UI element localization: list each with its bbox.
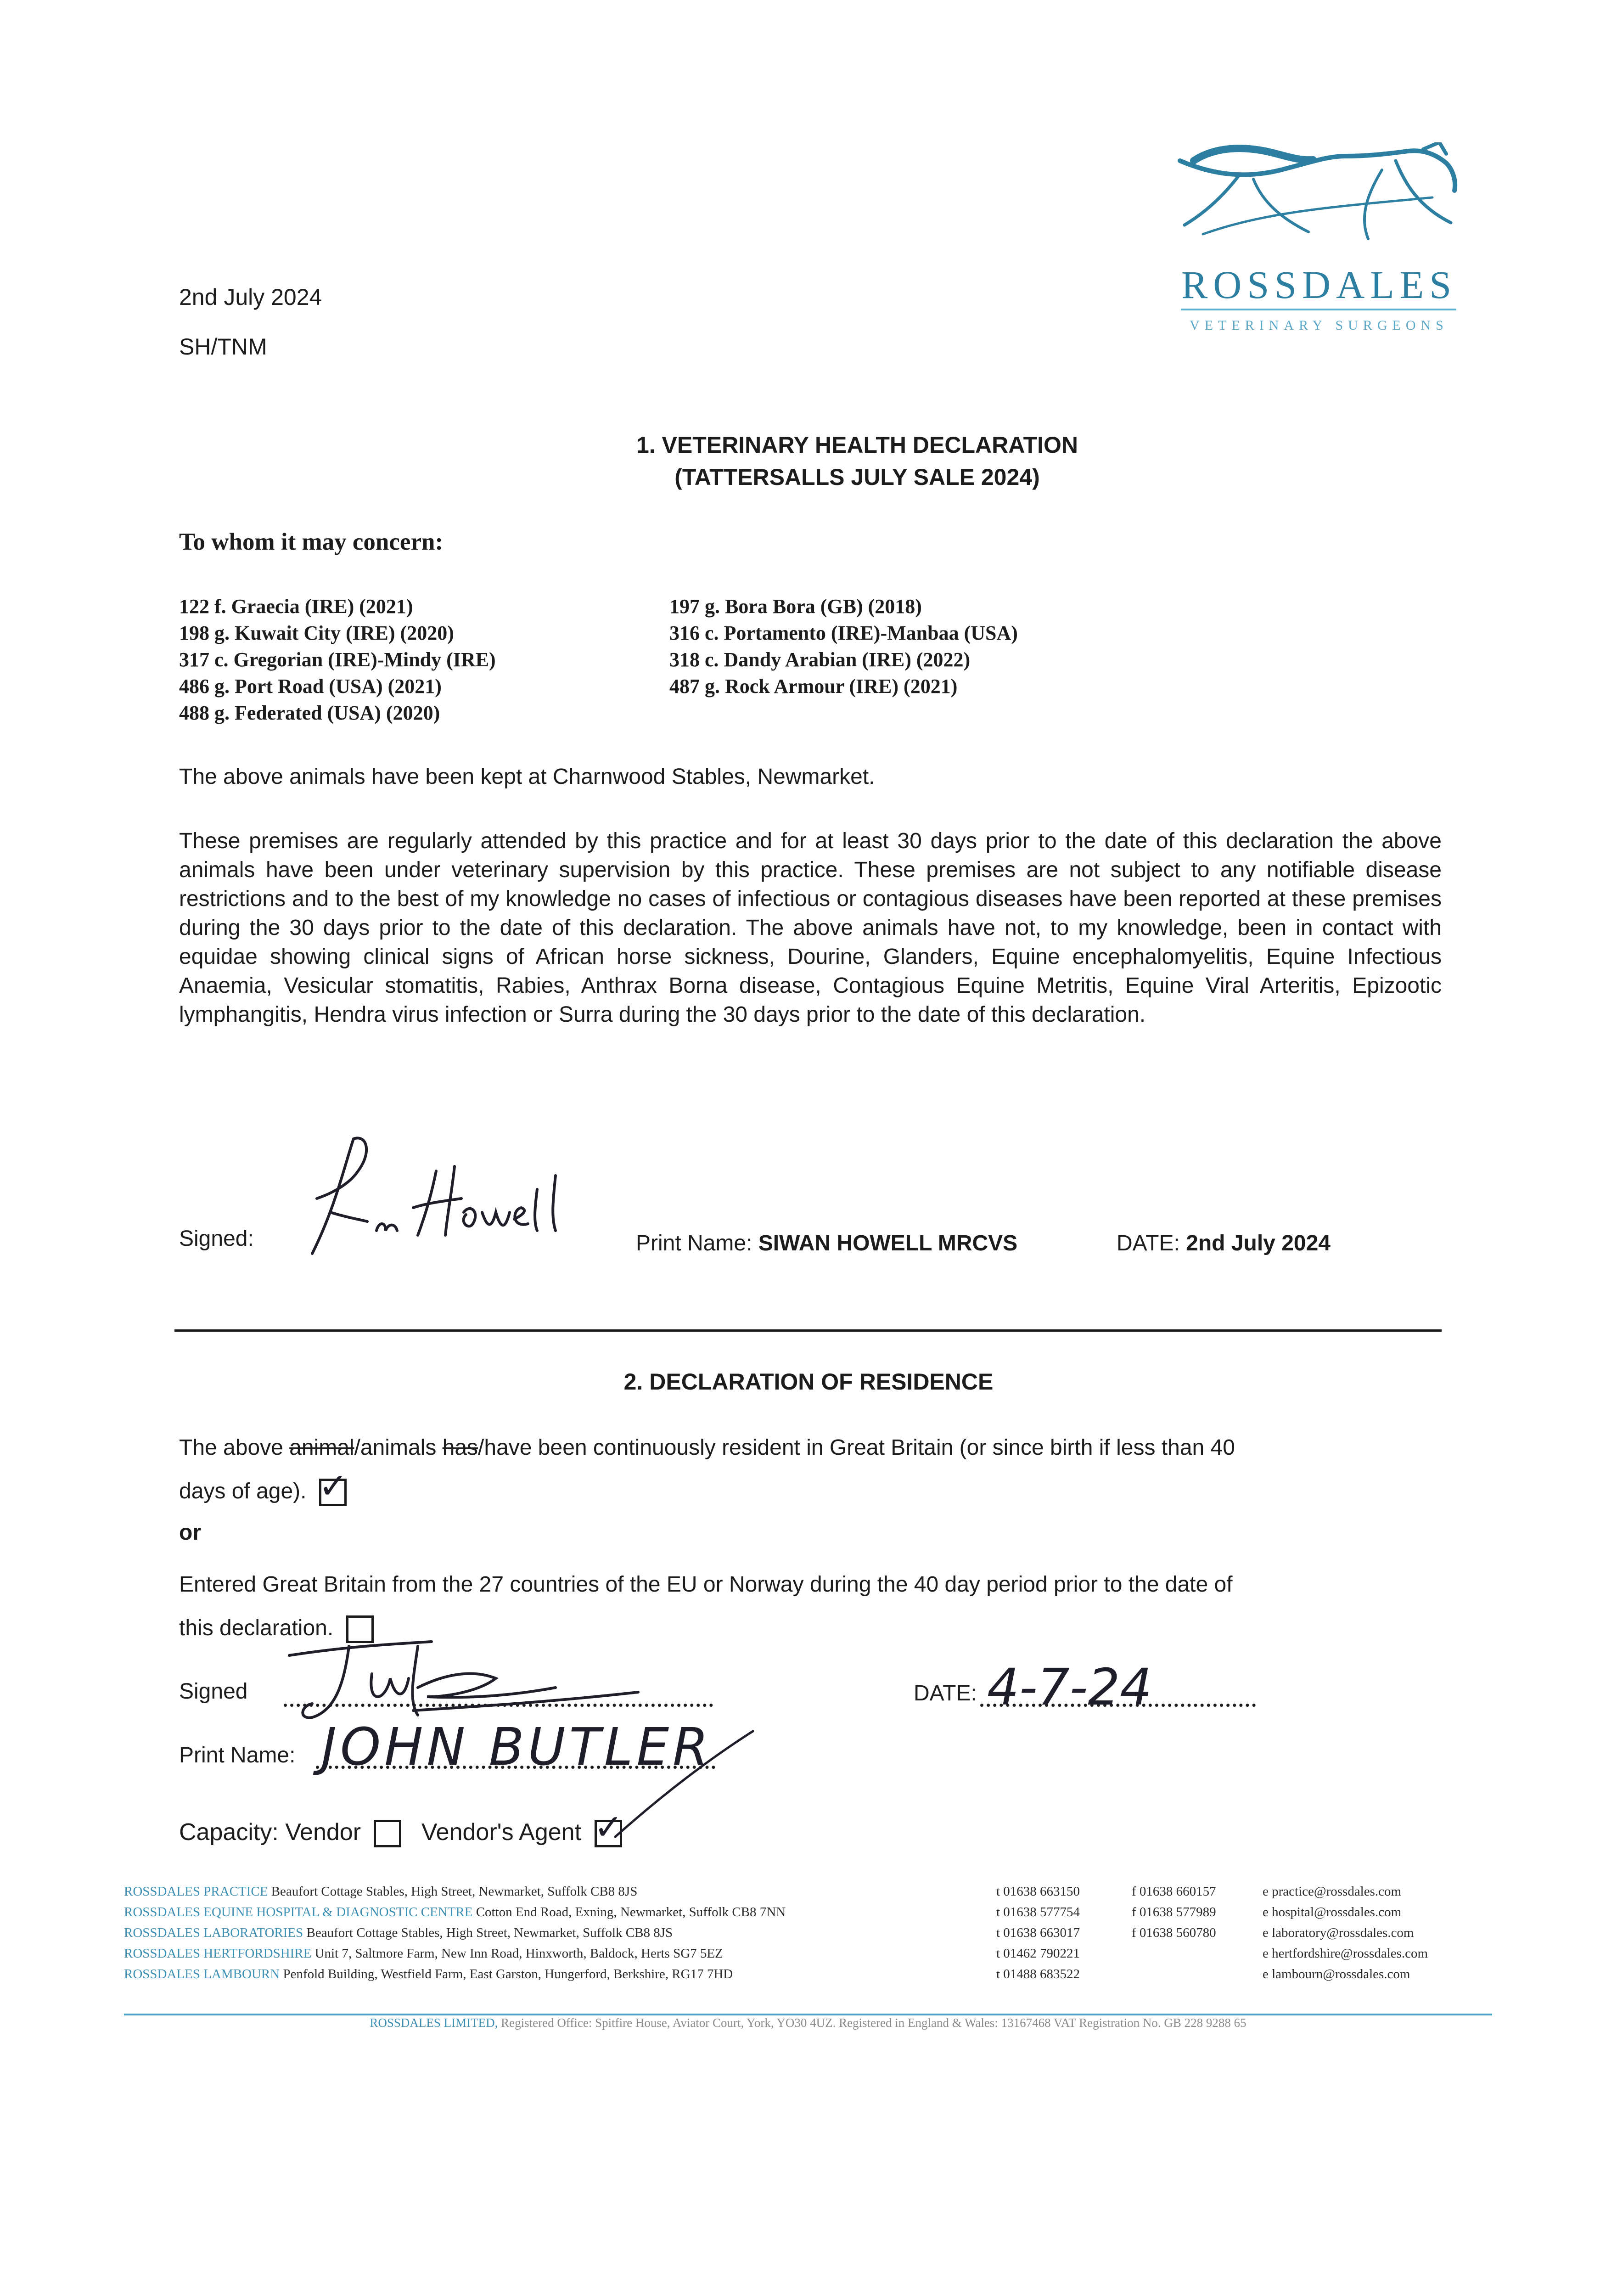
footer-email[interactable]: e lambourn@rossdales.com (1263, 1967, 1410, 1981)
supervision-statement: These premises are regularly attended by this practice and for at least 30 days prior to the date of this declaration the above animals have been under veterinary supervision by this practice. These premises are not subject to any notifiable disease restrictions and to the best of my knowledge no cases of infectious or contagious diseases have been reported at these premises during the 30 days prior to the date of this declaration. The above animals have not, to my knowledge, been in contact with equidae showing clinical signs of African horse sickness, Dourine, Glanders, Equine encephalomyelitis, Equine Infectious Anaemia, Vesicular stomatitis, Rabies, Anthrax Borna disease, Contagious Equine Metritis, Equine Viral Arteritis, Epizootic lymphangitis, Hendra virus infection or Surra during the 30 days prior to the date of this declaration. (179, 829, 1442, 1027)
footer-branch-name: ROSSDALES HERTFORDSHIRE (124, 1946, 312, 1961)
salutation: To whom it may concern: (179, 529, 444, 555)
capacity-field (179, 1808, 623, 1847)
handwritten-print-name: JOHN BUTLER (321, 1717, 712, 1777)
footer-address (124, 1884, 637, 1899)
rossdales-horse-logo (1175, 142, 1460, 253)
residence-text: The above (179, 1435, 290, 1460)
residence-text: days of age). (179, 1479, 307, 1503)
footer-email[interactable]: e practice@rossdales.com (1263, 1884, 1402, 1899)
vet-signature (298, 1120, 597, 1267)
print-name-label: Print Name: (636, 1231, 752, 1255)
footer-fax: f 01638 560780 (1132, 1925, 1216, 1940)
footer-email[interactable]: e hospital@rossdales.com (1263, 1905, 1402, 1919)
footer-address-text: Unit 7, Saltmore Farm, New Inn Road, Hinxworth, Baldock, Herts SG7 5EZ (314, 1946, 723, 1961)
date-label: DATE: (914, 1681, 977, 1705)
footer-contacts (124, 1884, 1492, 1987)
footer-email[interactable]: e laboratory@rossdales.com (1263, 1925, 1414, 1940)
vendors-agent-label: Vendor's Agent (421, 1819, 582, 1846)
company-details: Registered Office: Spitfire House, Aviator Court, York, YO30 4UZ. Registered in England & Wales: 13167468 VAT Registration No. GB 228 9288 65 (501, 2016, 1246, 2030)
print-name-value: SIWAN HOWELL MRCVS (758, 1231, 1018, 1255)
section-divider (174, 1329, 1442, 1332)
resident-checkbox[interactable] (318, 1467, 348, 1506)
logo-underline (1181, 309, 1456, 310)
footer-fax: f 01638 577989 (1132, 1905, 1216, 1919)
residence-text: /animals (354, 1435, 443, 1460)
footer-address-text: Penfold Building, Westfield Farm, East Garston, Hungerford, Berkshire, RG17 7HD (283, 1967, 733, 1981)
signed-label: Signed (179, 1679, 248, 1704)
lot-list-right (669, 593, 1018, 700)
list-item: 488 g. Federated (USA) (2020) (179, 702, 440, 724)
list-item: 317 c. Gregorian (IRE)-Mindy (IRE) (179, 648, 496, 671)
list-item: 122 f. Graecia (IRE) (2021) (179, 595, 413, 618)
section2-title: 2. DECLARATION OF RESIDENCE (623, 1369, 994, 1395)
footer-branch-name: ROSSDALES LABORATORIES (124, 1925, 303, 1940)
capacity-vendor-label: Capacity: Vendor (179, 1819, 361, 1846)
vendor-checkbox[interactable] (374, 1820, 401, 1847)
company-name: ROSSDALES LIMITED, (370, 2016, 498, 2030)
footer-row (124, 1884, 1492, 1905)
list-item: 486 g. Port Road (USA) (2021) (179, 675, 442, 698)
check-mark-icon: ✓ (318, 1467, 348, 1506)
footer-email[interactable]: e hertfordshire@rossdales.com (1263, 1946, 1428, 1961)
agent-signature (280, 1619, 647, 1733)
struck-word: has (442, 1435, 478, 1460)
footer-row (124, 1905, 1492, 1925)
signed-label: Signed: (179, 1227, 254, 1251)
check-mark-icon: ✓ (594, 1808, 623, 1847)
footer-address-text: Cotton End Road, Exning, Newmarket, Suffolk CB8 7NN (476, 1905, 786, 1919)
print-name-label: Print Name: (179, 1743, 296, 1767)
list-item: 316 c. Portamento (IRE)-Manbaa (USA) (669, 622, 1018, 644)
handwritten-date: 4-7-24 (987, 1658, 1152, 1716)
footer-row (124, 1925, 1492, 1946)
list-item: 197 g. Bora Bora (GB) (2018) (669, 595, 922, 618)
footer-branch-name: ROSSDALES LAMBOURN (124, 1967, 280, 1981)
footer-branch-name: ROSSDALES EQUINE HOSPITAL & DIAGNOSTIC CENTRE (124, 1905, 473, 1919)
logo-wordmark: ROSSDALES (1181, 263, 1457, 307)
residence-statement (179, 1426, 1391, 1469)
footer-address (124, 1967, 733, 1982)
letter-date: 2nd July 2024 (179, 284, 322, 310)
footer-address (124, 1905, 786, 1920)
list-item: 198 g. Kuwait City (IRE) (2020) (179, 622, 454, 644)
company-registration (124, 2016, 1492, 2030)
footer-row (124, 1967, 1492, 1987)
section1-subtitle: (TATTERSALLS JULY SALE 2024) (674, 464, 1040, 490)
eu-entry-statement: Entered Great Britain from the 27 countries of the EU or Norway during the 40 day period prior to the date of (179, 1572, 1233, 1597)
list-item: 318 c. Dandy Arabian (IRE) (2022) (669, 648, 971, 671)
signature-date-field (1117, 1231, 1331, 1256)
letter-reference: SH/TNM (179, 334, 267, 360)
footer-fax: f 01638 660157 (1132, 1884, 1216, 1899)
date-label: DATE: (1117, 1231, 1180, 1255)
capacity-pen-stroke (611, 1727, 758, 1841)
logo-subtitle: VETERINARY SURGEONS (1190, 318, 1449, 333)
footer-row (124, 1946, 1492, 1967)
lot-list-left (179, 593, 496, 726)
footer-phone: t 01638 663150 (996, 1884, 1080, 1899)
date-value: 2nd July 2024 (1186, 1231, 1331, 1255)
print-name-field (636, 1231, 1017, 1256)
footer-rule (124, 2014, 1492, 2015)
residence-statement-end (179, 1469, 347, 1513)
stables-statement: The above animals have been kept at Charnwood Stables, Newmarket. (179, 765, 875, 789)
residence-text: /have been continuously resident in Great Britain (or since birth if less than 40 (478, 1435, 1235, 1460)
footer-phone: t 01488 683522 (996, 1967, 1080, 1981)
section1-title: 1. VETERINARY HEALTH DECLARATION (636, 432, 1078, 458)
footer-address-text: Beaufort Cottage Stables, High Street, Newmarket, Suffolk CB8 8JS (271, 1884, 638, 1899)
footer-branch-name: ROSSDALES PRACTICE (124, 1884, 268, 1899)
struck-word: animal (289, 1435, 354, 1460)
footer-phone: t 01462 790221 (996, 1946, 1080, 1961)
or-separator: or (179, 1520, 201, 1545)
footer-phone: t 01638 577754 (996, 1905, 1080, 1919)
footer-address (124, 1925, 673, 1941)
footer-phone: t 01638 663017 (996, 1925, 1080, 1940)
list-item: 487 g. Rock Armour (IRE) (2021) (669, 675, 958, 698)
eu-entry-text: this declaration. (179, 1616, 334, 1640)
footer-address-text: Beaufort Cottage Stables, High Street, Newmarket, Suffolk CB8 8JS (306, 1925, 673, 1940)
footer-address (124, 1946, 723, 1961)
